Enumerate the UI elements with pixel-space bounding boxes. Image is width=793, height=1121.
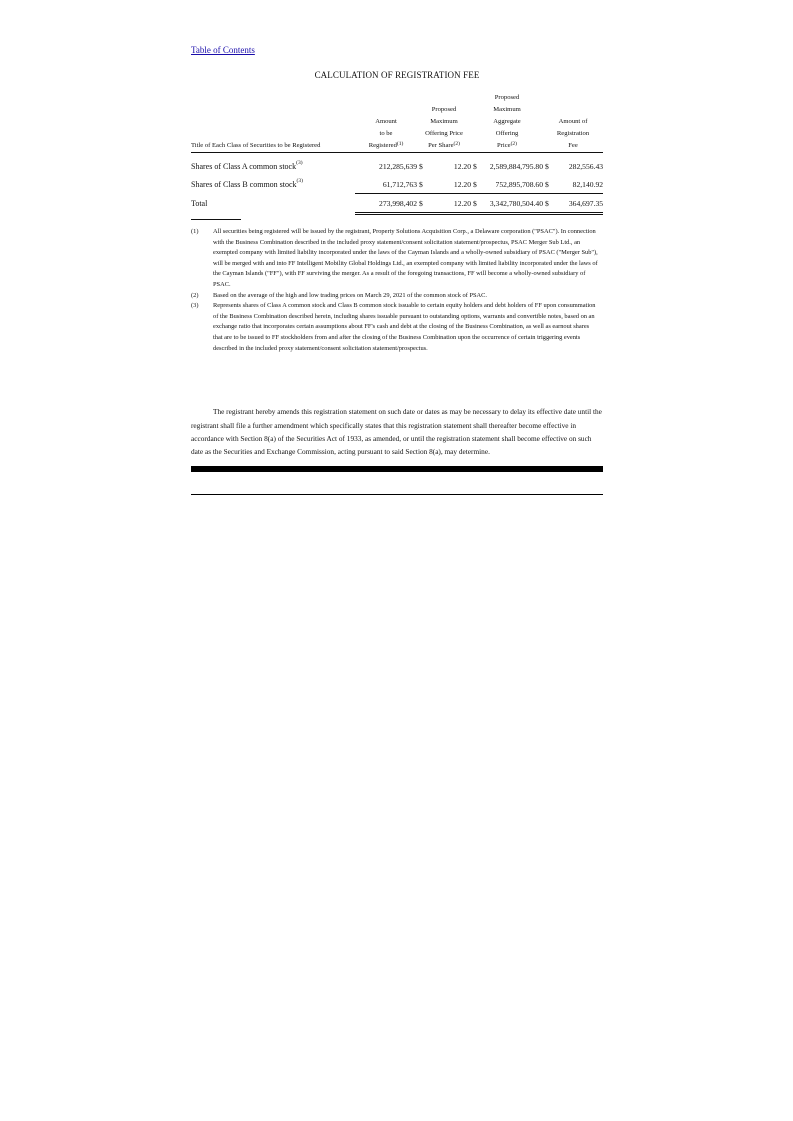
header-amount-line2: to be bbox=[379, 130, 393, 137]
footnote-text: Represents shares of Class A common stock and Class B common stock issuable to certain equity holders and debt holders of FF upon consummation of the Business Combination described herein, including shares issuable pursuant to outstanding options, warrants and convertible notes, based on an exchange ratio that incorporates certain assumptions about FF's cash and debt at the closing of the Business Combination, as well as earnout shares that are to be issued to FF stockholders from and after the closing of the Business Combination upon the occurrence of certain triggering events described in the included proxy statement/consent solicitation statement/prospectus. bbox=[213, 302, 596, 352]
footnote-ref: (3) bbox=[296, 159, 303, 166]
footnote-ref: (1) bbox=[396, 141, 404, 147]
page-title: CALCULATION OF REGISTRATION FEE bbox=[314, 70, 480, 80]
cell-currency: $ bbox=[419, 161, 423, 171]
table-of-contents-link[interactable]: Table of Contents bbox=[191, 45, 255, 55]
cell-fee: 364,697.35 bbox=[555, 194, 603, 214]
header-offering-price bbox=[417, 92, 471, 153]
cell-aggregate: 3,342,780,504.40 bbox=[483, 194, 543, 214]
footnote-text: Based on the average of the high and low trading prices on March 29, 2021 of the common stock of PSAC. bbox=[213, 291, 488, 299]
header-offer-line3: Offering Price bbox=[425, 130, 463, 137]
cell-currency: $ bbox=[545, 179, 549, 189]
header-fee-line2: Registration bbox=[556, 130, 590, 137]
cell-fee: 82,140.92 bbox=[572, 179, 604, 189]
header-agg-line5 bbox=[471, 140, 543, 152]
header-offer-line1: Proposed bbox=[431, 106, 457, 113]
row-label: Total bbox=[191, 199, 208, 208]
cell-currency: $ bbox=[419, 179, 423, 189]
registration-fee-table bbox=[191, 92, 603, 215]
header-fee-line1: Amount of bbox=[558, 118, 588, 125]
footnotes bbox=[191, 227, 603, 354]
cell-amount: 61,712,763 bbox=[382, 179, 417, 189]
row-label-text: Shares of Class B common stock bbox=[191, 179, 297, 189]
footnote-ref: (2) bbox=[453, 141, 460, 147]
footnote-text: All securities being registered will be issued by the registrant, Property Solutions Acquisition Corp., a Delaware corporation ("PSAC"). In connection with the Business Combination described in the included proxy statement/consent solicitation statement/prospectus, PSAC Merger Sub Ltd., an exempted company with limited liability incorporated under the laws of the Cayman Islands and a wholly-owned subsidiary of PSAC ("Merger Sub"), will be merged with and into FF Intelligent Mobility Global Holdings Ltd., an exempted company with limited liability incorporated under the laws of the Cayman Islands ("FF"), with FF surviving the merger. As a result of the foregoing transactions, FF will become a wholly-owned subsidiary of PSAC. bbox=[213, 228, 598, 288]
row-label-text: Shares of Class A common stock bbox=[191, 161, 297, 171]
header-agg-line1: Proposed bbox=[494, 94, 520, 101]
header-amount-text: Registered bbox=[368, 142, 397, 149]
footnote-divider bbox=[191, 219, 241, 220]
cell-currency: $ bbox=[545, 161, 549, 171]
cell-fee: 282,556.43 bbox=[568, 161, 604, 171]
delaying-amendment-paragraph: The registrant hereby amends this registration statement on such date or dates as may be necessary to delay its effective date until the registrant shall file a further amendment which specifically states that this registration statement shall thereafter become effective in accordance with Section 8(a) of the Securities Act of 1933, as amended, or until the registration statement shall become effective on such date as the Securities and Exchange Commission, acting pursuant to said Section 8(a), may determine. bbox=[191, 407, 602, 456]
footnote-number: (1) bbox=[191, 228, 199, 235]
cell-price: 12.20 bbox=[453, 179, 471, 189]
footnote-number: (2) bbox=[191, 291, 199, 299]
cell-aggregate: 2,589,884,795.80 bbox=[489, 161, 544, 171]
header-amount-line3 bbox=[355, 140, 417, 152]
page-rule-thin bbox=[191, 494, 603, 495]
cell-price: 12.20 bbox=[429, 194, 471, 214]
cell-currency: $ bbox=[473, 179, 477, 189]
cell-amount: 273,998,402 bbox=[355, 194, 417, 214]
cell-currency: $ bbox=[543, 194, 555, 214]
header-offer-text: Per Share bbox=[428, 142, 454, 149]
footnote-2 bbox=[191, 291, 603, 302]
header-aggregate-price bbox=[471, 92, 543, 153]
header-agg-line2: Maximum bbox=[493, 106, 521, 113]
header-registration-fee bbox=[543, 92, 603, 153]
header-amount bbox=[355, 92, 417, 153]
row-label bbox=[191, 157, 355, 175]
cell-currency: $ bbox=[417, 194, 429, 214]
header-offer-line2: Maximum bbox=[430, 118, 458, 125]
header-agg-line4: Offering bbox=[495, 130, 519, 137]
footnote-3 bbox=[191, 301, 603, 354]
footnote-number: (3) bbox=[191, 302, 199, 310]
footnote-ref: (3) bbox=[296, 177, 303, 184]
header-amount-line1: Amount bbox=[375, 118, 397, 125]
page-rule-thick bbox=[191, 466, 603, 472]
footnote-ref: (2) bbox=[510, 141, 517, 147]
footnote-1 bbox=[191, 227, 603, 291]
row-label bbox=[191, 175, 355, 194]
table-row-total bbox=[191, 194, 603, 214]
table-row-class-a bbox=[191, 157, 603, 175]
header-title-text: Title of Each Class of Securities to be Registered bbox=[191, 142, 321, 149]
cell-amount: 212,285,639 bbox=[379, 161, 417, 171]
cell-aggregate: 752,895,708.60 bbox=[495, 179, 544, 189]
table-header-row bbox=[191, 92, 603, 153]
cell-currency: $ bbox=[471, 194, 483, 214]
header-title-col bbox=[191, 92, 355, 153]
header-fee-line3: Fee bbox=[568, 142, 578, 149]
cell-price: 12.20 bbox=[453, 161, 471, 171]
cell-currency: $ bbox=[473, 161, 477, 171]
table-row-class-b bbox=[191, 175, 603, 194]
header-agg-line3: Aggregate bbox=[493, 118, 521, 125]
header-offer-line4 bbox=[417, 140, 471, 152]
header-agg-text: Price bbox=[497, 142, 511, 149]
